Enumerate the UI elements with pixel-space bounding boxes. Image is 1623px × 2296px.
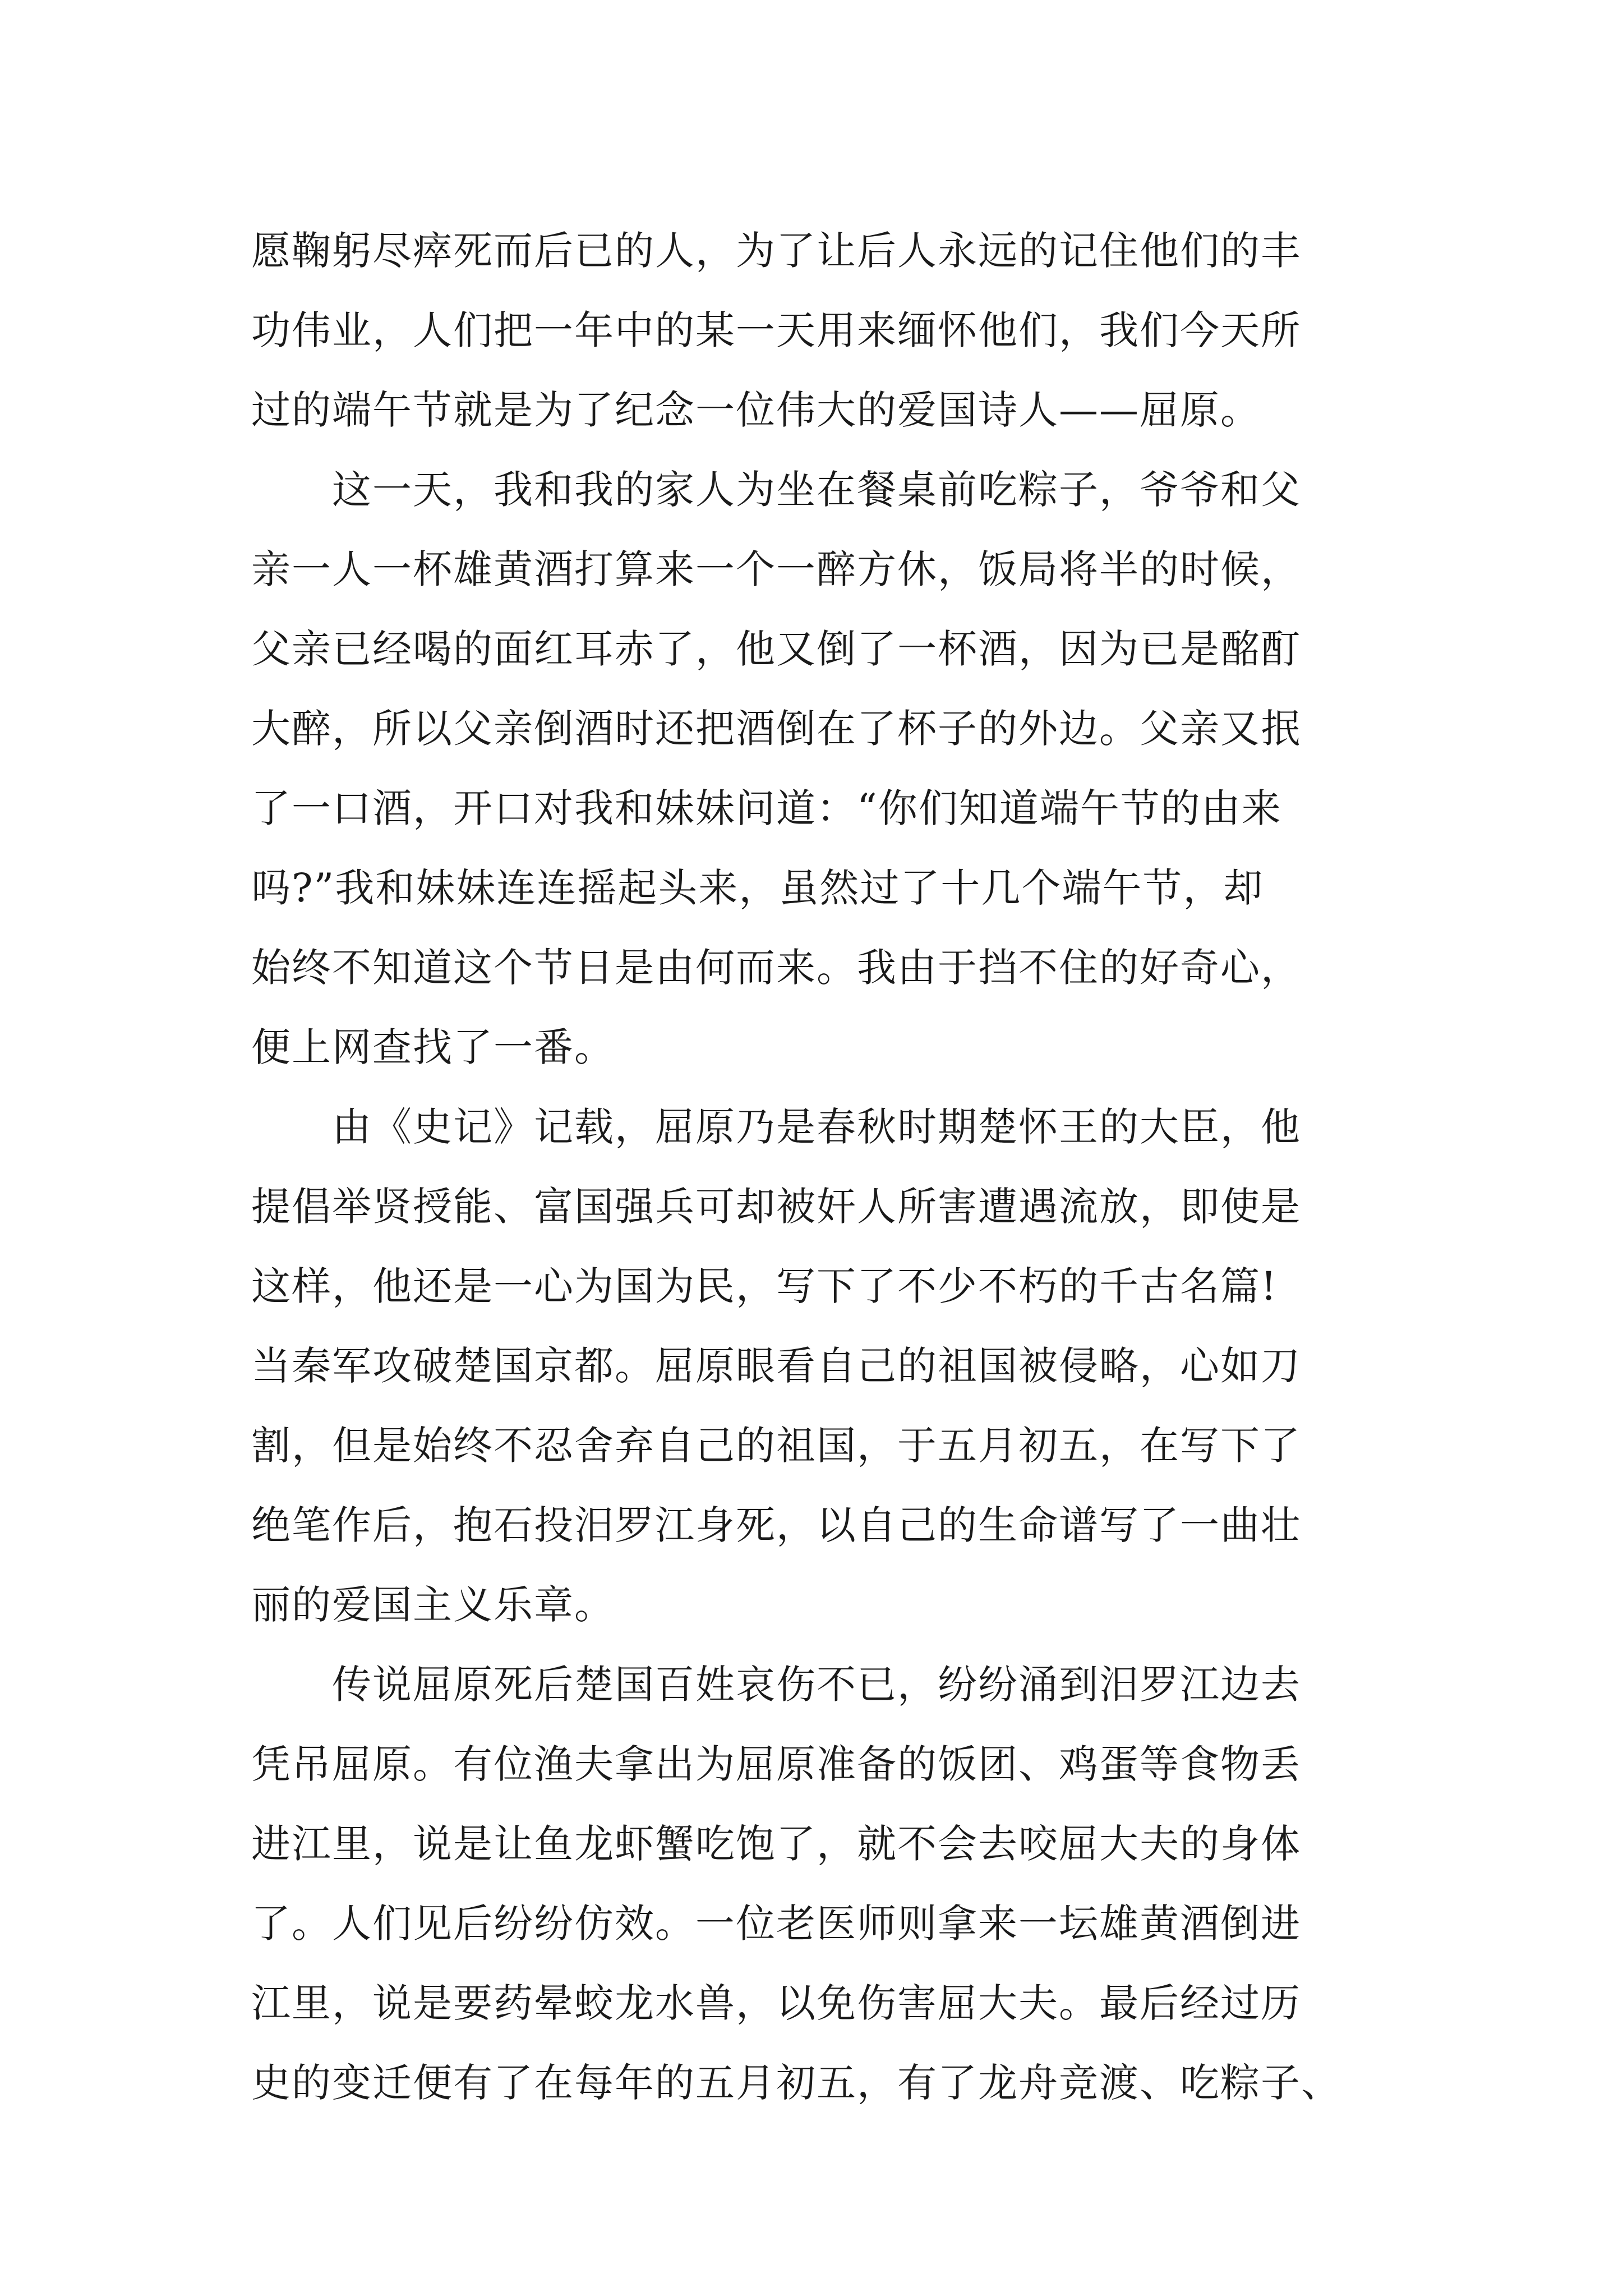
text-line: 绝笔作后，抱石投汨罗江身死，以自己的生命谱写了一曲壮	[251, 1502, 1301, 1548]
text-line: 始终不知道这个节日是由何而来。我由于挡不住的好奇心，	[251, 945, 1301, 991]
text-line: 丽的爱国主义乐章。	[251, 1582, 615, 1628]
text-line: 割，但是始终不忍舍弃自己的祖国，于五月初五，在写下了	[251, 1423, 1301, 1469]
text-line: 了一口酒，开口对我和妹妹问道：“你们知道端午节的由来	[251, 785, 1282, 831]
paragraph	[251, 1087, 1393, 1645]
text-line: 这一天，我和我的家人为坐在餐桌前吃粽子，爷爷和父	[332, 467, 1301, 513]
text-line: 进江里，说是让鱼龙虾蟹吃饱了，就不会去咬屈大夫的身体	[251, 1821, 1301, 1867]
text-line: 过的端午节就是为了纪念一位伟大的爱国诗人——屈原。	[251, 387, 1261, 433]
text-line: 大醉，所以父亲倒酒时还把酒倒在了杯子的外边。父亲又抿	[251, 706, 1301, 752]
text-line: 吗?”我和妹妹连连摇起头来，虽然过了十几个端午节，却	[251, 865, 1264, 911]
text-line: 传说屈原死后楚国百姓哀伤不已，纷纷涌到汨罗江边去	[332, 1662, 1301, 1708]
document-body	[251, 211, 1393, 2123]
text-line: 史的变迁便有了在每年的五月初五，有了龙舟竞渡、吃粽子、	[251, 2060, 1341, 2106]
paragraph	[251, 211, 1393, 450]
text-line: 便上网查找了一番。	[251, 1024, 615, 1070]
paragraph	[251, 1645, 1393, 2123]
text-line: 提倡举贤授能、富国强兵可却被奸人所害遭遇流放，即使是	[251, 1184, 1301, 1230]
paragraph	[251, 450, 1393, 1087]
text-line: 父亲已经喝的面红耳赤了，他又倒了一杯酒，因为已是酩酊	[251, 626, 1301, 672]
text-line: 凭吊屈原。有位渔夫拿出为屈原准备的饭团、鸡蛋等食物丢	[251, 1741, 1301, 1787]
text-line: 了。人们见后纷纷仿效。一位老医师则拿来一坛雄黄酒倒进	[251, 1901, 1301, 1947]
text-line: 亲一人一杯雄黄酒打算来一个一醉方休，饭局将半的时候，	[251, 546, 1301, 592]
text-line: 江里，说是要药晕蛟龙水兽，以免伤害屈大夫。最后经过历	[251, 1980, 1301, 2026]
text-line: 当秦军攻破楚国京都。屈原眼看自己的祖国被侵略，心如刀	[251, 1343, 1301, 1389]
text-line: 愿鞠躬尽瘁死而后已的人，为了让后人永远的记住他们的丰	[251, 228, 1301, 274]
text-line: 这样，他还是一心为国为民，写下了不少不朽的千古名篇!	[251, 1263, 1278, 1309]
text-line: 功伟业，人们把一年中的某一天用来缅怀他们，我们今天所	[251, 307, 1301, 353]
text-line: 由《史记》记载，屈原乃是春秋时期楚怀王的大臣，他	[332, 1104, 1301, 1150]
